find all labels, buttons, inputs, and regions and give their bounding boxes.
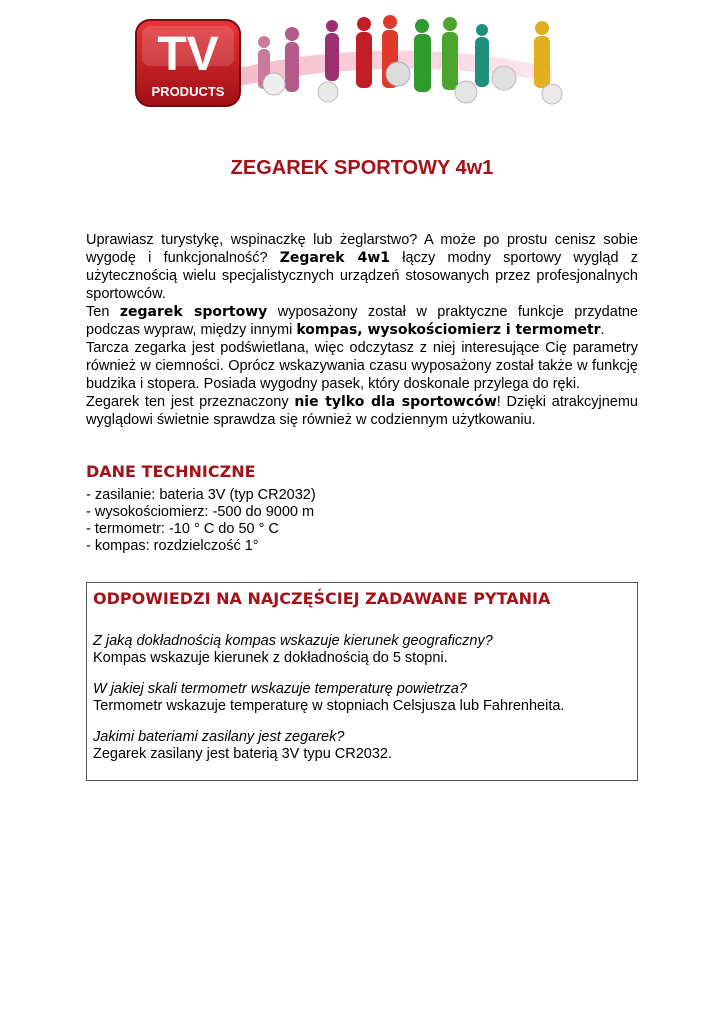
faq-question: W jakiej skali termometr wskazuje temperaturę powietrza? [93, 681, 467, 697]
faq-answer: Kompas wskazuje kierunek z dokładnością do 5 stopni. [93, 650, 448, 666]
paragraph-usage: Zegarek ten jest przeznaczony nie tylko dla sportowców! Dzięki atrakcyjnemu wyglądowi świetnie sprawdza się również w codziennym użytkowaniu. [86, 394, 638, 428]
logo-tv-text: TV [157, 28, 219, 81]
spec-item: - kompas: rozdzielczość 1° [86, 538, 259, 554]
specs-list [86, 487, 316, 555]
paragraph-display: Tarcza zegarka jest podświetlana, więc odczytasz z niej interesujące Cię parametry również w ciemności. Oprócz wskazywania czasu wyposażony został także w funkcję budzika i stopera. Posiada wygodny pasek, który doskonale przylega do ręki. [86, 340, 638, 392]
faq-item [93, 633, 493, 667]
faq-item [93, 681, 564, 715]
paragraph-features: Ten zegarek sportowy wyposażony został w praktyczne funkcje przydatne podczas wypraw, między innymi kompas, wysokościomierz i termometr. [86, 304, 638, 338]
spec-item: - zasilanie: bateria 3V (typ CR2032) [86, 487, 316, 503]
spec-item: - termometr: -10 ° C do 50 ° C [86, 521, 279, 537]
faq-box [86, 582, 638, 781]
faq-answer: Termometr wskazuje temperaturę w stopniach Celsjusza lub Fahrenheita. [93, 698, 565, 714]
product-description [86, 231, 638, 429]
tv-products-banner-graphic [132, 12, 572, 110]
logo-products-text: PRODUCTS [151, 84, 225, 99]
faq-answer: Zegarek zasilany jest baterią 3V typu CR2032. [93, 746, 393, 762]
faq-question: Jakimi bateriami zasilany jest zegarek? [93, 729, 345, 745]
faq-heading: ODPOWIEDZI NA NAJCZĘŚCIEJ ZADAWANE PYTANIA [93, 589, 551, 608]
specs-heading: DANE TECHNICZNE [86, 462, 256, 481]
paragraph-intro: Uprawiasz turystykę, wspinaczkę lub żeglarstwo? A może po prostu cenisz sobie wygodę i funkcjonalność? Zegarek 4w1 łączy modny sportowy wygląd z użytecznością wielu specjalistycznych urządzeń stosowanych przez profesjonalnych sportowców. [86, 232, 638, 302]
spec-item: - wysokościomierz: -500 do 9000 m [86, 504, 315, 520]
faq-item [93, 729, 392, 763]
header-banner [132, 12, 572, 110]
page-title: ZEGAREK SPORTOWY 4w1 [230, 157, 494, 179]
faq-question: Z jaką dokładnością kompas wskazuje kierunek geograficzny? [93, 633, 493, 649]
